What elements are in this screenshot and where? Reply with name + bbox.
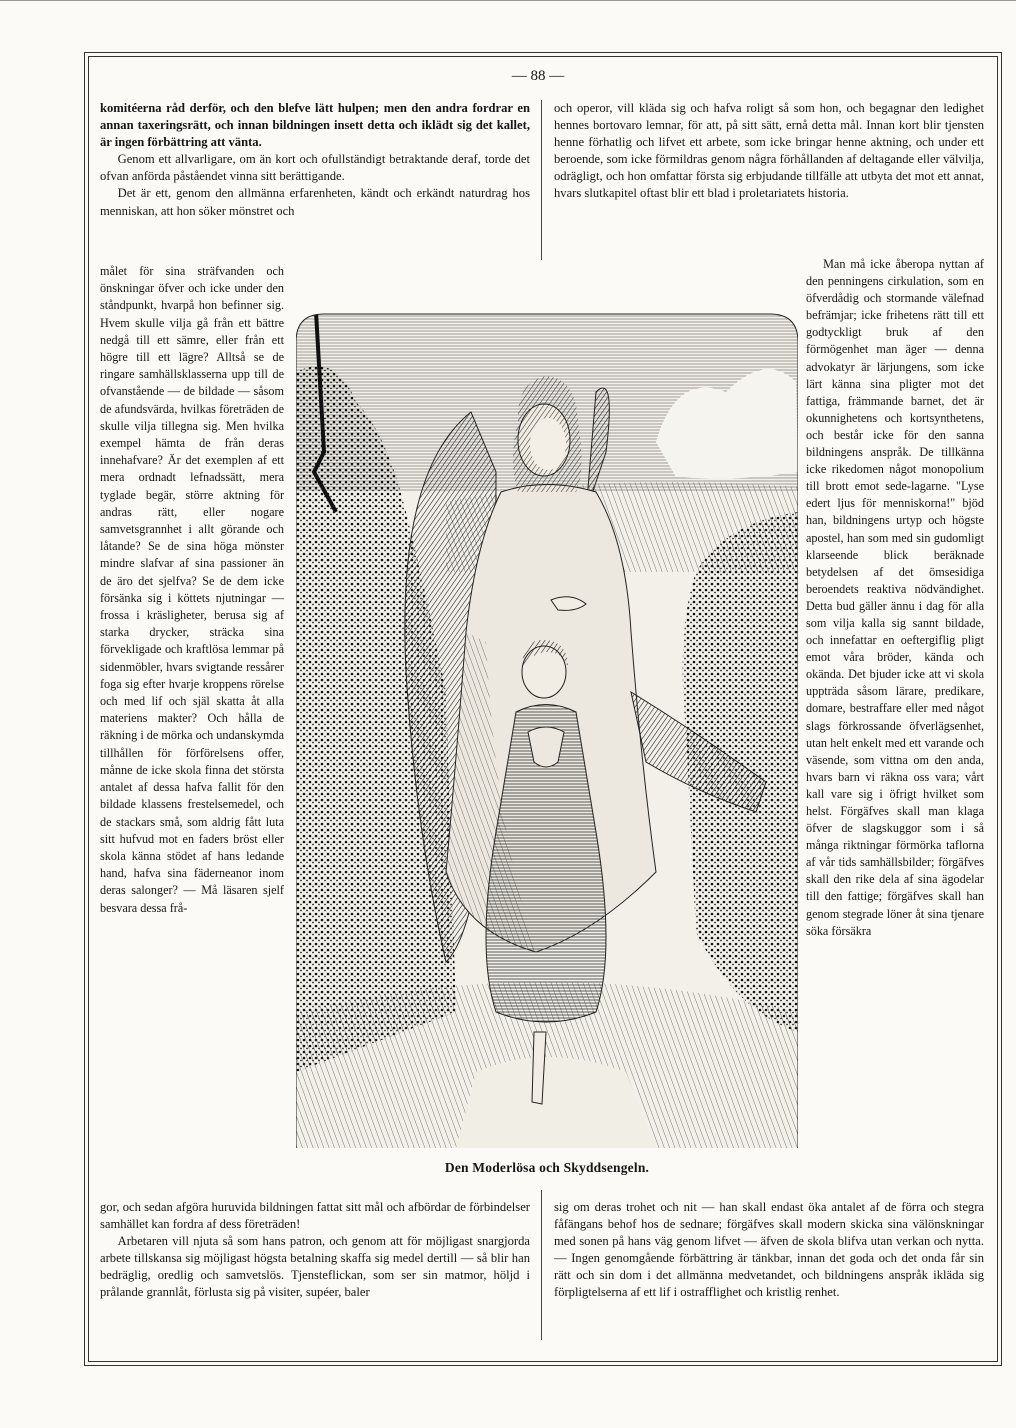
angel-and-child-engraving-icon: [296, 312, 798, 1148]
paragraph: Det är ett, genom den allmänna erfarenheten, kändt och erkändt naturdrag hos menniskan, att hon söker mönstret och: [100, 186, 530, 218]
left-narrow-column: [100, 263, 284, 917]
top-right-column: [554, 100, 984, 203]
paragraph: Genom ett allvarligare, om än kort och ofullständigt betraktande deraf, torde det ofvan anförda påståendet vinna sitt berättigande.: [100, 152, 530, 184]
paragraph: Arbetaren vill njuta så som hans patron, och genom att för möjligast snargjorda arbete tillskansa sig möjligast högsta betalning skaffa sig medel dertill — så blir han bedräglig, oredlig och samvetslös. Tjensteflickan, som ser sin matmor, höljd i prålande grannlåt, förlusta sig på visiter, supéer, baler: [100, 1234, 530, 1300]
paragraph: gor, och sedan afgöra huruvida bildningen fattat sitt mål och afbördar de förbindelser samhället kan fordra af dess företräden!: [100, 1200, 530, 1232]
column-divider-top: [541, 100, 542, 260]
column-divider-bottom: [541, 1190, 542, 1340]
bottom-left-column: [100, 1199, 530, 1302]
top-left-column: [100, 100, 530, 220]
paragraph: och operor, vill kläda sig och hafva roligt så som hon, och begagnar den ledighet hennes bortovaro lemnar, för att, på sitt sätt, ernå detta mål. Innan kort blir tjensten henne förhatlig och lifvet ett arbete, som icke bringar henne aktning, och under ett beroende, som icke förmildras genom några förhållanden af deltagande eller välvilja, odrägligt, och hon omfattar första sig erbjudande tillfälle att utbyta det mot ett annat, hvars slutkapitel oftast blir ett blad i proletariatets historia.: [554, 101, 984, 201]
paragraph: komitéerna råd derför, och den blefve lätt hulpen; men den andra fordrar en annan taxeringsrätt, och innan bildningen insett detta och iklädt sig det kallet, är ingen förbättring att vänta.: [100, 101, 530, 150]
bottom-right-column: [554, 1199, 984, 1302]
paragraph: målet för sina sträfvanden och önskningar öfver och icke under den ståndpunkt, hvarpå hon befinner sig. Hvem skulle vilja gå från ett bättre nedgå till ett sämre, eller från ett högre till ett lägre? Alltså se de ringare samhällsklasserna upp till de ofvanstående — de bildade — såsom de afundsvärda, hvilkas företräden de skulle vilja tillegna sig. Men hvilka exempel hämta de från deras innehafvare? Är det exemplen af ett mera ordnadt lefnadssätt, mera tyglade begär, större aktning för andras rätt, eller nogare samvetsgrannhet i allt görande och låtande? Se de sina höga mönster mindre slafvar af sina passioner än de äro det sjelfva? Se de dem icke försänka sig i köttets njutningar — frossa i kräsligheter, berusa sig af starka drycker, sträcka sina förvekligade och kraftlösa lemmar på sidenmöbler, hvars svigtande ressårer foga sig efter hvarje kroppens rörelse och med lif och själ skatta åt alla materiens makter? Och hålla de räkning i de mörka och undanskymda tillhållen för förförelsens offer, månne de icke skola finna det största antalet af dessa hafva fallit för den bildade klassens frestelsemedel, och de stackars små, som aldrig fått luta sitt hufvud mot en faders bröst eller skola känna stödet af hans ledande hand, hafva sina fäderneanor inom deras salonger? — Må läsaren sjelf besvara dessa frå-: [100, 264, 284, 915]
right-narrow-column: [806, 256, 984, 940]
paragraph: sig om deras trohet och nit — han skall endast öka antalet af de förra och stegra fåfängans behof hos de sednare; förgäfves skall modern skicka sina välönskningar med sonen på hans väg genom lifvet — äfven de skola blifva utan verkan och nytta. — Ingen genomgående förbättring är tänkbar, innan det goda och det onda får sin rätt och sin dom i det allmänna medvetandet, och bildningens anspråk ikläda sig förpligtelserna af ett lif i ostrafflighet och kristlig renhet.: [554, 1200, 984, 1300]
top-edge-rule: [0, 0, 1016, 1]
illustration-caption: Den Moderlösa och Skyddsengeln.: [444, 1160, 650, 1175]
paragraph: Man må icke åberopa nyttan af den penningens cirkulation, som en öfverdådig och stormande välefnad befrämjar; icke frihetens rätt till ett godtyckligt bruk af den förmögenhet man äger — denna advokatyr är lärjungens, som icke lärt känna sina pligter mot det fattiga, främmande barnet, det är okunnighetens och kortsynthetens, och består icke för den sanna bildningens anspråk. De tillkänna icke rikedomen något monopolium till brott emot sede-lagarne. "Lyse edert ljus för menniskorna!" bjöd han, bildningens urtyp och högste apostel, han som med sin gudomligt klarseende blick beräknade betydelsen af det ömsesidiga beroendets reaktiva nödvändighet. Detta bud gäller ännu i dag för alla som vilja kalla sig sannt bildade, och innefattar en oeftergiflig pligt emot våra bröder, kända och okända. Det bjuder icke att vi skola uppträda såsom lärare, predikare, domare, bestraffare eller med något slags förkrossande öfverlägsenhet, utan helt enkelt med ett varande och väsende, som vittna om den anda, hvars barn vi räkna oss vara; vårt kall vare sig i öfrigt hvilket som helst. Förgäfves skall man klaga öfver de slagskuggor som i så många riktningar förmörka taflorna af vår tids samhällsbilder; förgäfves skall den rike dela af sina ägodelar till den fattige; förgäfves skall han genom stegrade löner åt sina tjenare söka försäkra: [806, 257, 984, 938]
page-number: — 88 —: [511, 68, 565, 84]
